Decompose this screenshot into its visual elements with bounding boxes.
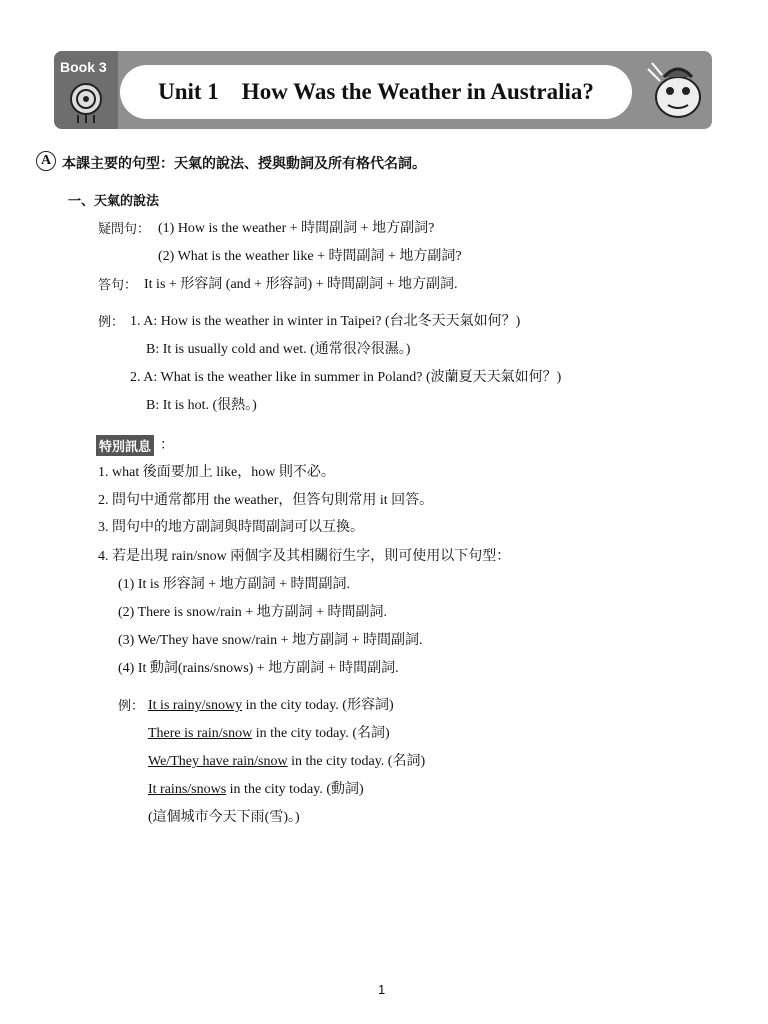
rain-example-4-key: It rains/snows — [148, 782, 227, 797]
note-3: 3. 問句中的地方副詞與時間副詞可以互換。 — [98, 520, 364, 535]
note-2: 2. 問句中通常都用 the weather，但答句則常用 it 回答。 — [98, 493, 434, 508]
rain-example-1 — [148, 697, 394, 715]
tribal-mask-icon — [64, 79, 108, 125]
example2-label: 例： — [118, 699, 145, 714]
example-2b: B: It is hot. (很熱。) — [146, 398, 257, 413]
rain-example-2-rest: in the city today. (名詞) — [252, 726, 390, 741]
rain-example-4-rest: in the city today. (動詞) — [226, 782, 364, 797]
unit-header-banner — [54, 51, 712, 129]
note-4: 4. 若是出現 rain/snow 兩個字及其相關衍生字，則可使用以下句型： — [98, 549, 511, 564]
section-heading: 本課主要的句型：天氣的說法、授與動詞及所有格代名詞。 — [62, 156, 426, 172]
rain-example-1-rest: in the city today. (形容詞) — [242, 698, 394, 713]
unit-title: Unit 1 How Was the Weather in Australia? — [158, 79, 594, 104]
rain-example-translation: (這個城市今天下雨(雪)。) — [148, 810, 300, 825]
question-label: 疑問句： — [98, 222, 151, 237]
section-a-marker: A — [36, 151, 56, 171]
note-1: 1. what 後面要加上 like，how 則不必。 — [98, 465, 335, 480]
rain-example-2-key: There is rain/snow — [148, 726, 253, 741]
subheading-weather: 一、天氣的說法 — [68, 194, 160, 209]
special-note-colon: ： — [160, 438, 174, 453]
page-number: 1 — [378, 982, 386, 997]
answer-pattern: It is + 形容詞 (and + 形容詞) + 時間副詞 + 地方副詞. — [144, 277, 458, 292]
rain-pattern-4: (4) It 動詞(rains/snows) + 地方副詞 + 時間副詞. — [118, 661, 399, 676]
example-2a: 2. A: What is the weather like in summer in Poland? (波蘭夏天天氣如何？) — [130, 370, 562, 385]
cartoon-character-icon — [644, 57, 710, 125]
question-pattern-1: (1) How is the weather + 時間副詞 + 地方副詞? — [158, 221, 435, 236]
unit-title-box — [120, 65, 632, 119]
rain-pattern-2: (2) There is snow/rain + 地方副詞 + 時間副詞. — [118, 605, 388, 620]
rain-example-2 — [148, 725, 390, 743]
book-tab — [54, 51, 118, 129]
rain-example-4 — [148, 781, 364, 799]
book-label: Book 3 — [60, 59, 107, 75]
example-1b: B: It is usually cold and wet. (通常很冷很濕。) — [146, 342, 411, 357]
special-note-label: 特別訊息 — [96, 435, 154, 456]
rain-example-3 — [148, 753, 425, 771]
example-1a: 1. A: How is the weather in winter in Taipei? (台北冬天天氣如何？) — [130, 314, 521, 329]
answer-label: 答句： — [98, 278, 138, 293]
rain-pattern-3: (3) We/They have snow/rain + 地方副詞 + 時間副詞. — [118, 633, 423, 648]
rain-example-3-key: We/They have rain/snow — [148, 754, 288, 769]
rain-example-3-rest: in the city today. (名詞) — [287, 754, 426, 769]
rain-example-1-key: It is rainy/snowy — [148, 698, 243, 713]
example-label: 例： — [98, 315, 125, 330]
question-pattern-2: (2) What is the weather like + 時間副詞 + 地方副詞? — [158, 249, 462, 264]
rain-pattern-1: (1) It is 形容詞 + 地方副詞 + 時間副詞. — [118, 577, 351, 592]
